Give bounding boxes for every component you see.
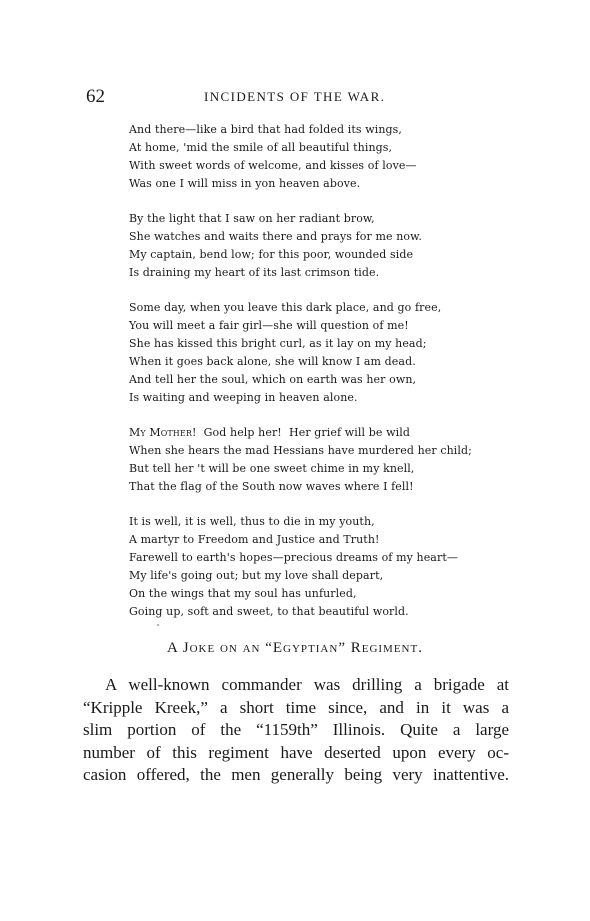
poem-line: And there—like a bird that had folded its wings, bbox=[129, 123, 403, 136]
poem-line: Was one I will miss in yon heaven above. bbox=[129, 177, 361, 190]
poem-line: Going up, soft and sweet, to that beautiful world. bbox=[129, 605, 409, 618]
poem-line: Farewell to earth's hopes—precious dreams of my heart— bbox=[129, 551, 458, 564]
poem-line: And tell her the soul, which on earth was her own, bbox=[129, 373, 417, 386]
poem bbox=[129, 121, 529, 638]
page-number: 62 bbox=[86, 86, 105, 107]
poem-line: My captain, bend low; for this poor, wounded side bbox=[129, 248, 414, 261]
poem-line: Is draining my heart of its last crimson tide. bbox=[129, 266, 380, 279]
poem-line: She has kissed this bright curl, as it lay on my head; bbox=[129, 337, 427, 350]
ink-speck bbox=[157, 624, 159, 626]
running-head: INCIDENTS OF THE WAR. bbox=[204, 89, 386, 104]
poem-line: When she hears the mad Hessians have murdered her child; bbox=[129, 444, 472, 457]
poem-line: With sweet words of welcome, and kisses of love— bbox=[129, 159, 417, 172]
poem-line: You will meet a fair girl—she will question of me! bbox=[129, 319, 409, 332]
poem-line: On the wings that my soul has unfurled, bbox=[129, 587, 357, 600]
line-remainder: God help her! Her grief will be wild bbox=[196, 426, 410, 439]
prose-line: number of this regiment have deserted upon every oc- bbox=[83, 742, 509, 762]
poem-line: But tell her 't will be one sweet chime in my knell, bbox=[129, 462, 415, 475]
poem-stanza-4 bbox=[129, 424, 529, 496]
prose-paragraph bbox=[83, 674, 509, 787]
poem-stanza-2 bbox=[129, 210, 529, 282]
poem-line-first bbox=[129, 424, 529, 442]
poem-line: That the flag of the South now waves where I fell! bbox=[129, 480, 414, 493]
poem-line: Is waiting and weeping in heaven alone. bbox=[129, 391, 358, 404]
section-title: A Joke on an “Egyptian” Regiment. bbox=[167, 640, 423, 656]
poem-line: My life's going out; but my love shall depart, bbox=[129, 569, 384, 582]
prose-line: casion offered, the men generally being very inattentive. bbox=[83, 765, 509, 784]
poem-line: She watches and waits there and prays for me now. bbox=[129, 230, 422, 243]
poem-line: When it goes back alone, she will know I am dead. bbox=[129, 355, 416, 368]
small-caps-phrase: My Mother! bbox=[129, 426, 197, 439]
prose-line: A well-known commander was drilling a brigade at bbox=[105, 675, 509, 694]
poem-line: A martyr to Freedom and Justice and Truth! bbox=[129, 533, 380, 546]
poem-line: Some day, when you leave this dark place, and go free, bbox=[129, 301, 442, 314]
poem-line: By the light that I saw on her radiant brow, bbox=[129, 212, 375, 225]
prose-line: “Kripple Kreek,” a short time since, and in it was a bbox=[83, 697, 509, 717]
poem-line: It is well, it is well, thus to die in my youth, bbox=[129, 515, 375, 528]
page-header bbox=[86, 86, 496, 108]
poem-stanza-1 bbox=[129, 121, 529, 193]
poem-stanza-5 bbox=[129, 513, 529, 621]
poem-stanza-3 bbox=[129, 299, 529, 407]
prose-line: slim portion of the “1159th” Illinois. Quite a large bbox=[83, 720, 509, 739]
poem-line: At home, 'mid the smile of all beautiful things, bbox=[129, 141, 393, 154]
